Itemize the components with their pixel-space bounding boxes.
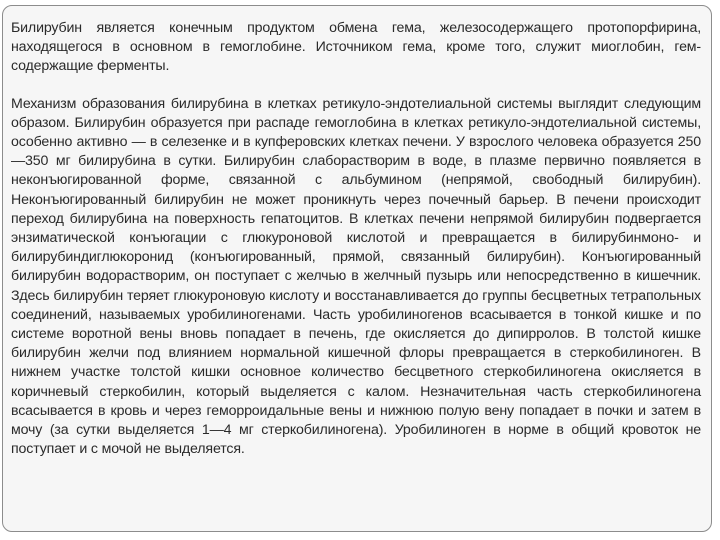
paragraph-bilirubin-mechanism: Механизм образования билирубина в клетках ретикуло-эндотелиальной системы выглядит следующим образом. Билирубин образуется при распаде гемоглобина в клетках ретикуло-эндотелиальной системы, особенно активно — в селезенке и в купферовских клетках печени. У взрослого человека образуется 250—350 мг билирубина в сутки. Билирубин слаборастворим в воде, в плазме первично появляется в неконъюгированной форме, связанной с альбумином (непрямой, свободный билирубин). Неконъюгированный билирубин не может проникнуть через почечный барьер. В печени происходит переход билирубина на поверхность гепатоцитов. В клетках печени непрямой билирубин подвергается энзиматической конъюгации с глюкуроновой кислотой и превращается в билирубинмоно- и билирубиндиглюкоронид (конъюгированный, прямой, связанный билирубин). Конъюгированный билирубин водорастворим, он поступает с желчью в желчный пузырь или непосредственно в кишечник. Здесь билирубин теряет глюкуроновую кислоту и восстанавливается до группы бесцветных тетрапольных соединений, называемых уробилиногенами. Часть уробилиногенов всасывается в тонкой кишке и по системе воротной вены вновь попадает в печень, где окисляется до дипирролов. В толстой кишке билирубин желчи под влиянием нормальной кишечной флоры превращается в стеркобилиноген. В нижнем участке толстой кишки основное количество бесцветного стеркобилиногена окисляется в коричневый стеркобилин, который выделяется с калом. Незначительная часть стеркобилиногена всасывается в кровь и через геморроидальные вены и нижнюю полую вену попадает в почки и затем в мочу (за сутки выделяется 1—4 мг стеркобилиногена). Уробилиноген в норме в общий кровоток не поступает и с мочой не выделяется.: [11, 95, 701, 458]
slide-frame: [2, 5, 712, 532]
text-body: [11, 19, 701, 459]
paragraph-bilirubin-definition: Билирубин является конечным продуктом обмена гема, железосодержащего протопорфирина, находящегося в основном в гемоглобине. Источником гема, кроме того, служит миоглобин, гем-содержащие ферменты.: [11, 20, 701, 75]
